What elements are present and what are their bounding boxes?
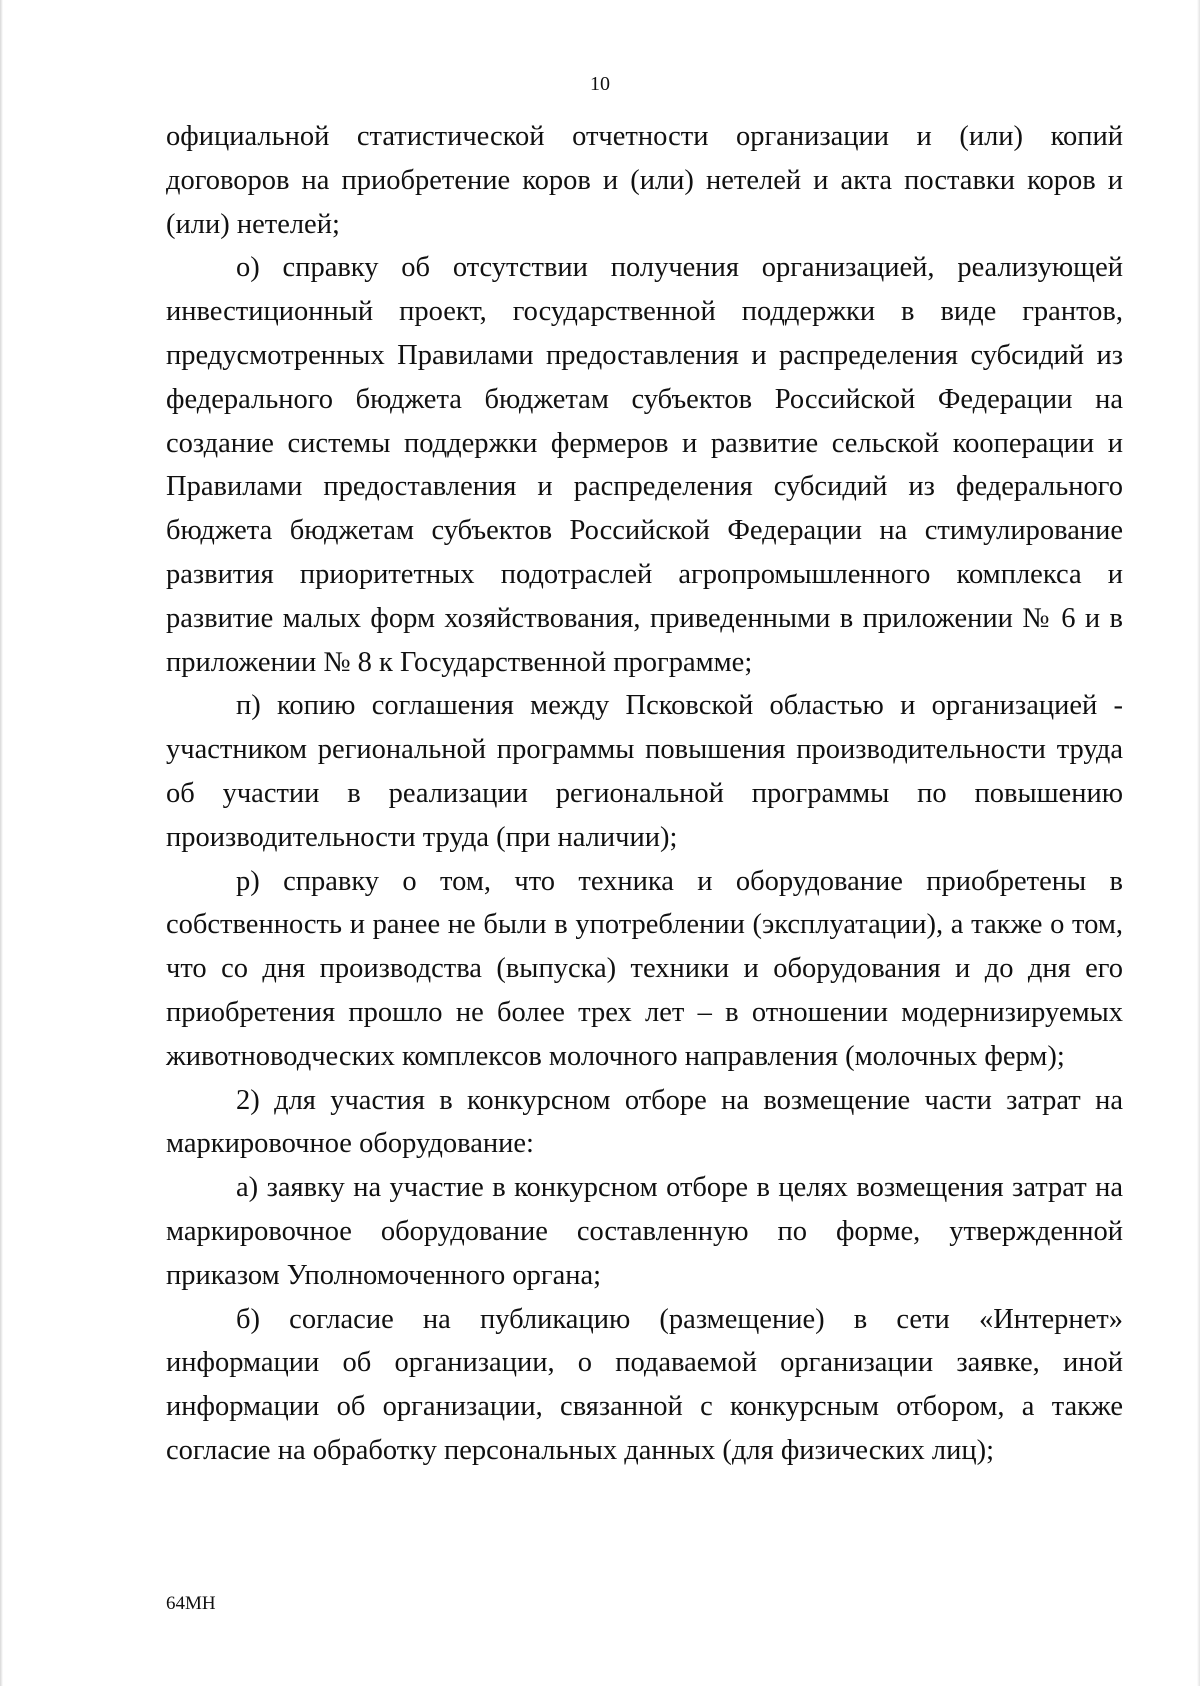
footer-document-code: 64МН	[166, 1593, 216, 1614]
paragraph-continuation: официальной статистической отчетности организации и (или) копий договоров на приобретение коров и (или) нетелей и акта поставки коров и (или) нетелей;	[166, 121, 1123, 240]
paragraph-item-p: п) копию соглашения между Псковской областью и организацией - участником региональной программы повышения производительности труда об участии в реализации региональной программы по повышению производительности труда (при наличии);	[166, 690, 1123, 853]
paragraph-item-a: а) заявку на участие в конкурсном отборе в целях возмещения затрат на маркировочное оборудование составленную по форме, утвержденной приказом Уполномоченного органа;	[166, 1172, 1123, 1291]
paragraph-item-r: р) справку о том, что техника и оборудование приобретены в собственность и ранее не были в употреблении (эксплуатации), а также о том, что со дня производства (выпуска) техники и оборудования и до дня его приобретения прошло не более трех лет – в отношении модернизируемых животноводческих комплексов молочного направления (молочных ферм);	[166, 865, 1123, 1072]
scan-edge-left	[0, 0, 3, 1686]
paragraph-item-b: б) согласие на публикацию (размещение) в сети «Интернет» информации об организации, о подаваемой организации заявке, иной информации об организации, связанной с конкурсным отбором, а также согласие на обработку персональных данных (для физических лиц);	[166, 1303, 1123, 1466]
document-body	[166, 115, 1123, 1473]
paragraph-item-o: о) справку об отсутствии получения организацией, реализующей инвестиционный проект, государственной поддержки в виде грантов, предусмотренных Правилами предоставления и распределения субсидий из федерального бюджета бюджетам субъектов Российской Федерации на создание системы поддержки фермеров и развитие сельской кооперации и Правилами предоставления и распределения субсидий из федерального бюджета бюджетам субъектов Российской Федерации на стимулирование развития приоритетных подотраслей агропромышленного комплекса и развитие малых форм хозяйствования, приведенными в приложении № 6 и в приложении № 8 к Государственной программе;	[166, 252, 1123, 678]
page-number: 10	[590, 73, 610, 95]
paragraph-item-2: 2) для участия в конкурсном отборе на возмещение части затрат на маркировочное оборудование:	[166, 1084, 1123, 1160]
